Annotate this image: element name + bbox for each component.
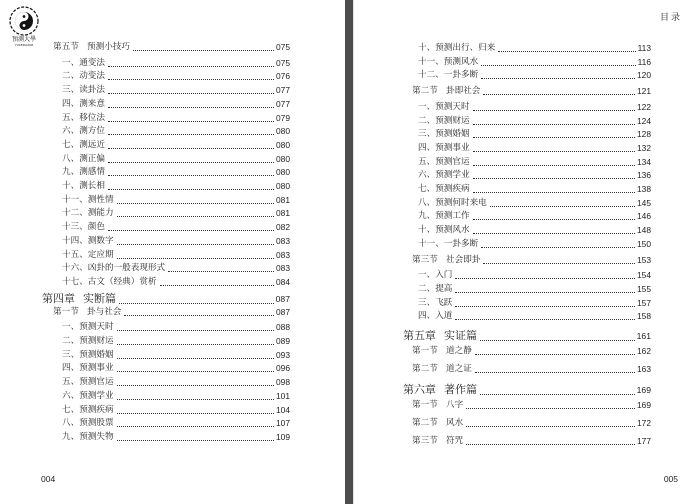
page-number-right: 005 (663, 474, 678, 484)
toc-item (62, 250, 290, 261)
toc-entry-title: 卦即社会 (446, 86, 481, 97)
toc-entry-title: 九、预测失物 (62, 431, 114, 442)
toc-entry-number: 第三节 (412, 435, 438, 446)
toc-entry-title: 道之证 (446, 363, 472, 374)
toc-entry-title: 十、预测出行、归来 (418, 43, 496, 53)
toc-item (62, 126, 290, 137)
toc-page-number: 157 (637, 297, 651, 308)
page-header-title: 目录 (659, 13, 682, 23)
toc-page-number: 146 (637, 211, 651, 222)
toc-entry-title: 三、预测婚姻 (62, 349, 114, 360)
dot-leader (483, 262, 635, 264)
toc-page-number: 098 (276, 377, 290, 388)
toc-item (62, 418, 290, 429)
toc-entry-title: 十、预测风水 (418, 225, 470, 236)
toc-entry-title: 六、测方位 (62, 126, 105, 137)
toc-page-number: 082 (276, 222, 290, 233)
toc-entry-number: 第一节 (412, 400, 438, 411)
dot-leader (473, 232, 635, 234)
toc-item (418, 116, 651, 127)
toc-item (62, 263, 290, 274)
toc-item (418, 157, 651, 168)
toc-section (53, 307, 290, 318)
toc-page-number: 169 (636, 385, 651, 396)
toc-item (62, 363, 290, 374)
toc-item (62, 432, 290, 443)
toc-entry-title: 十二、一卦多断 (418, 70, 479, 81)
toc-page-number: 169 (637, 400, 651, 411)
toc-page-number: 132 (637, 142, 651, 153)
toc-entry-title: 四、预测事业 (418, 142, 470, 153)
toc-page-number: 083 (276, 263, 290, 274)
toc-item (62, 113, 290, 124)
toc-entry-title: 六、预测学业 (418, 170, 470, 181)
toc-section (412, 418, 651, 429)
dot-leader (498, 50, 635, 52)
page-number-left: 004 (41, 474, 56, 484)
svg-text:YUCEDAXUE: YUCEDAXUE (14, 43, 34, 47)
yucedaxue-logo (6, 5, 42, 47)
toc-page-number: 116 (637, 56, 651, 67)
toc-item (62, 236, 290, 247)
toc-entry-title: 六、预测学业 (62, 390, 114, 401)
dot-leader (108, 65, 274, 67)
toc-page-number: 136 (637, 170, 651, 181)
toc-entry-title: 实断篇 (83, 291, 116, 305)
toc-entry-title: 十七、古文（经典）赏析 (62, 276, 157, 287)
dot-leader (483, 93, 635, 95)
dot-leader (117, 398, 274, 400)
toc-entry-title: 实证篇 (444, 329, 477, 342)
toc-entry-title: 一、预测天时 (62, 322, 114, 333)
toc-page-number: 124 (637, 115, 651, 126)
toc-section (412, 400, 651, 411)
dot-leader (117, 343, 274, 345)
toc-section (412, 255, 651, 266)
toc-page-number: 101 (276, 390, 290, 401)
toc-page-number: 104 (276, 404, 290, 415)
dot-leader (117, 215, 274, 217)
toc-page-number: 081 (276, 208, 290, 219)
toc-page-number: 084 (276, 276, 290, 287)
toc-page-number: 076 (276, 71, 290, 82)
toc-item (418, 102, 651, 113)
dot-leader (481, 64, 635, 66)
dot-leader (455, 305, 635, 307)
dot-leader (473, 150, 635, 152)
toc-entry-number: 第五章 (403, 329, 436, 342)
dot-leader (117, 370, 274, 372)
toc-entry-title: 二、预测财运 (418, 115, 470, 126)
dot-leader (481, 246, 635, 248)
toc-section (412, 436, 651, 447)
toc-page-number: 096 (276, 363, 290, 374)
toc-item (62, 140, 290, 151)
toc-page-number: 158 (637, 311, 651, 322)
toc-page-number: 077 (276, 98, 290, 109)
toc-item (418, 129, 651, 140)
toc-item (418, 211, 651, 222)
toc-item (418, 270, 651, 281)
toc-item (62, 85, 290, 96)
toc-page-number: 177 (637, 435, 651, 446)
toc-section (53, 42, 290, 53)
toc-item (418, 143, 651, 154)
toc-item (418, 70, 651, 81)
toc-entry-title: 二、预测财运 (62, 336, 114, 346)
dot-leader (117, 384, 274, 386)
dot-leader (117, 243, 274, 245)
toc-entry-title: 卦与社会 (87, 306, 122, 317)
toc-item (62, 336, 290, 347)
dot-leader (473, 177, 635, 179)
toc-entry-number: 第一节 (53, 306, 79, 317)
toc-entry-title: 五、移位法 (62, 112, 105, 123)
toc-entry-number: 第一节 (412, 346, 438, 356)
toc-entry-number: 第三节 (412, 254, 438, 265)
toc-page-number: 148 (637, 225, 651, 236)
dot-leader (108, 78, 274, 80)
dot-leader (108, 120, 274, 122)
dot-leader (117, 357, 274, 359)
toc-item (62, 405, 290, 416)
dot-leader (108, 229, 274, 231)
dot-leader (108, 133, 274, 135)
toc-entry-title: 四、测来意 (62, 98, 105, 109)
toc-entry-title: 二、提高 (418, 283, 453, 294)
dot-leader (473, 136, 635, 138)
toc-entry-number: 第六章 (403, 383, 436, 397)
toc-item (62, 195, 290, 206)
dot-leader (168, 270, 274, 272)
toc-item (62, 222, 290, 233)
toc-entry-title: 十二、测能力 (62, 208, 114, 219)
left-page (0, 0, 345, 504)
toc-page-number: 080 (276, 139, 290, 150)
toc-entry-title: 三、预测婚姻 (418, 129, 470, 140)
toc-page-number: 080 (276, 181, 290, 191)
toc-page-number: 075 (276, 57, 290, 68)
toc-page-number: 077 (276, 85, 290, 96)
toc-item (62, 181, 290, 192)
toc-entry-title: 七、测远近 (62, 139, 105, 150)
toc-page-number: 122 (637, 101, 651, 112)
toc-page-number: 134 (637, 156, 651, 167)
toc-section (412, 86, 651, 97)
toc-page-number: 150 (637, 238, 651, 249)
toc-page-number: 087 (275, 293, 290, 304)
toc-entry-title: 四、预测事业 (62, 363, 114, 374)
toc-entry-title: 十一、测性情 (62, 194, 114, 205)
toc-page-number: 083 (276, 235, 290, 246)
dot-leader (466, 443, 635, 445)
toc-page-number: 162 (637, 346, 651, 356)
dot-leader (117, 257, 274, 259)
toc-page-number: 080 (276, 167, 290, 178)
dot-leader (473, 164, 635, 166)
dot-leader (119, 302, 274, 304)
toc-page-number: 155 (637, 283, 651, 294)
toc-entry-title: 八、测正偏 (62, 153, 105, 164)
toc-page-number: 079 (276, 112, 290, 123)
toc-item (62, 58, 290, 69)
toc-item (418, 239, 651, 250)
toc-entry-title: 十一、预测风水 (418, 56, 479, 67)
toc-entry-title: 二、动变法 (62, 71, 105, 82)
toc-item (418, 57, 651, 68)
toc-page-number: 138 (637, 184, 651, 194)
dot-leader (455, 277, 635, 279)
toc-page-number: 154 (637, 270, 651, 281)
toc-entry-title: 十三、颜色 (62, 222, 105, 233)
toc-item (418, 298, 651, 309)
toc-entry-title: 符咒 (446, 435, 464, 446)
toc-item (62, 350, 290, 361)
toc-page-number: 172 (637, 418, 651, 429)
toc-entry-title: 十六、凶卦的一般表现形式 (62, 263, 166, 274)
toc-page-number: 075 (276, 42, 290, 52)
dot-leader (117, 439, 274, 441)
toc-page-number: 107 (276, 418, 290, 429)
toc-entry-title: 八字 (446, 400, 464, 411)
dot-leader (124, 314, 274, 316)
toc-page-number: 128 (637, 129, 651, 140)
toc-entry-title: 十四、测数字 (62, 235, 114, 246)
toc-entry-title: 预测小技巧 (87, 42, 130, 52)
toc-item (62, 277, 290, 288)
toc-entry-number: 第二节 (412, 363, 438, 374)
dot-leader (466, 407, 635, 409)
toc-entry-title: 九、预测工作 (418, 211, 470, 222)
toc-section (412, 364, 651, 375)
toc-item (62, 99, 290, 110)
toc-entry-title: 风水 (446, 418, 464, 429)
dot-leader (455, 318, 635, 320)
page-edge (353, 0, 354, 504)
toc-entry-number: 第二节 (412, 418, 438, 429)
toc-entry-title: 三、读卦法 (62, 85, 105, 96)
dot-leader (473, 191, 635, 193)
toc-entry-number: 第二节 (412, 86, 438, 97)
toc-entry-title: 道之静 (446, 346, 472, 356)
toc-page-number: 113 (637, 43, 651, 53)
toc-item (62, 391, 290, 402)
toc-item (62, 71, 290, 82)
dot-leader (480, 339, 635, 341)
toc-page-number: 080 (276, 153, 290, 164)
toc-page-number: 089 (276, 336, 290, 346)
toc-entry-title: 一、入门 (418, 270, 453, 281)
dot-leader (133, 49, 274, 51)
dot-leader (117, 412, 274, 414)
toc-page-number: 145 (637, 197, 651, 208)
toc-section (412, 346, 651, 357)
dot-leader (117, 202, 274, 204)
dot-leader (473, 218, 635, 220)
dot-leader (108, 106, 274, 108)
toc-entry-title: 三、飞跃 (418, 297, 453, 308)
dot-leader (490, 205, 635, 207)
toc-page-number: 163 (637, 363, 651, 374)
toc-item (418, 284, 651, 295)
right-page (353, 0, 692, 504)
dot-leader (475, 371, 635, 373)
toc-entry-title: 五、预测官运 (418, 156, 470, 167)
toc-item (62, 167, 290, 178)
toc-page-number: 109 (276, 431, 290, 442)
dot-leader (108, 161, 274, 163)
toc-entry-number: 第五节 (53, 42, 79, 52)
dot-leader (108, 174, 274, 176)
toc-page-number: 081 (276, 194, 290, 205)
toc-item (418, 198, 651, 209)
toc-entry-title: 九、测感情 (62, 167, 105, 178)
toc-page-number: 161 (636, 331, 651, 341)
toc-entry-title: 著作篇 (444, 383, 477, 397)
dot-leader (473, 109, 635, 111)
dot-leader (473, 123, 635, 125)
book-gutter (345, 0, 353, 504)
svg-text:預測大學: 預測大學 (11, 36, 37, 43)
toc-entry-title: 七、预测疾病 (62, 404, 114, 415)
toc-item (62, 322, 290, 333)
toc-item (62, 377, 290, 388)
toc-entry-title: 一、预测天时 (418, 101, 470, 112)
toc-entry-title: 五、预测官运 (62, 377, 114, 388)
dot-leader (108, 188, 274, 190)
toc-chapter (403, 329, 651, 343)
toc-page-number: 121 (637, 86, 651, 97)
toc-page-number: 093 (276, 349, 290, 360)
toc-page-number: 080 (276, 126, 290, 137)
toc-entry-title: 八、预测股票 (62, 418, 114, 429)
dot-leader (475, 353, 635, 355)
toc-page-number: 088 (276, 322, 290, 333)
dot-leader (455, 291, 635, 293)
toc-entry-title: 社会即卦 (446, 254, 481, 265)
toc-entry-title: 八、预测何时来电 (418, 197, 487, 208)
toc-item (418, 43, 651, 54)
dot-leader (117, 425, 274, 427)
dot-leader (466, 425, 635, 427)
toc-item (62, 208, 290, 219)
toc-item (62, 154, 290, 165)
toc-entry-title: 十、测长相 (62, 181, 105, 191)
toc-item (418, 225, 651, 236)
dot-leader (117, 329, 274, 331)
toc-page-number: 083 (276, 249, 290, 260)
dot-leader (108, 92, 274, 94)
toc-entry-title: 十一、一卦多断 (418, 238, 479, 249)
dot-leader (160, 284, 274, 286)
toc-item (418, 170, 651, 181)
dot-leader (481, 77, 635, 79)
toc-entry-title: 四、入道 (418, 311, 453, 322)
toc-page-number: 153 (637, 254, 651, 265)
toc-item (418, 184, 651, 195)
toc-entry-title: 一、通变法 (62, 57, 105, 68)
dot-leader (480, 393, 635, 395)
toc-entry-number: 第四章 (42, 291, 75, 305)
dot-leader (108, 147, 274, 149)
toc-chapter (403, 383, 651, 397)
toc-entry-title: 十五、定应期 (62, 249, 114, 260)
toc-item (418, 311, 651, 322)
toc-page-number: 120 (637, 70, 651, 81)
toc-entry-title: 七、预测疾病 (418, 184, 470, 194)
toc-page-number: 087 (276, 306, 290, 317)
toc-chapter (42, 292, 290, 306)
